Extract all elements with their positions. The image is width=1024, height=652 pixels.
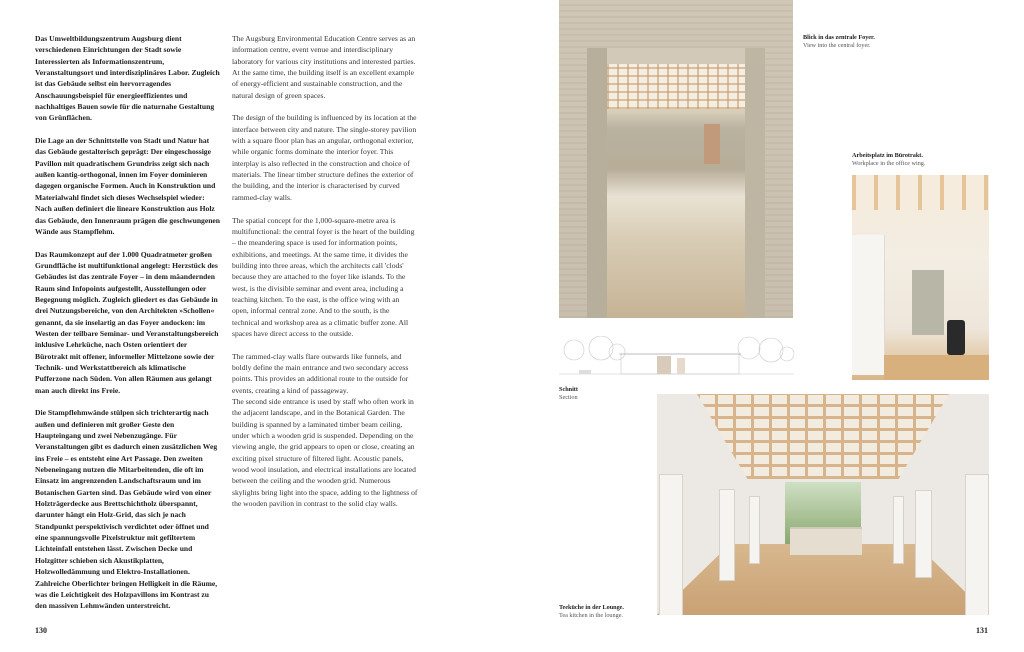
english-paragraph: The rammed-clay walls flare outwards like funnels, and boldly define the main entrance and two secondary access points. This provides an additional route to the outside for events, creating a kind of passageway. [232,351,409,395]
caption-de: Arbeitsplatz im Bürotrakt. [852,152,923,159]
clay-jamb-right [745,48,765,318]
caption-section [559,386,639,402]
clay-wall [912,270,944,335]
floor [884,355,989,380]
german-paragraph: Das Umweltbildungszentrum Augsburg dient verschiedenen Einrichtungen der Stadt sowie Interessierten als Informationszentrum, Veranstaltungsort und interdisziplinäres Labor. Zugleich ist das Gebäude selbst ein hervorragendes Anschauungsbeispiel für energieeffizientes und nachhaltiges Bauen sowie für die naturnahe Gestaltung von Grünflächen. [35,34,220,123]
door [893,496,904,564]
office-chair [947,320,965,355]
caption-foyer [803,34,923,50]
page-number-left: 130 [35,626,47,635]
clay-jamb-left [587,48,607,318]
kitchen-island [790,527,862,555]
section-drawing-svg [559,336,794,378]
door [659,474,683,615]
caption-en: View into the central foyer. [803,42,871,49]
lounge-photo [657,394,989,615]
clay-lintel [587,48,765,64]
german-paragraph: Das Raumkonzept auf der 1.000 Quadratmeter großen Grundfläche ist multifunktional angelegt: Herzstück des Gebäudes ist das zentrale Foyer – in dem mäandernden Raum sind Infopoints aufgestellt, Ausstellungen oder Begegnung möglich. Zugleich gliedert es das Gebäude in drei Nutzungsbereiche, von den Architekten »Schollen« genannt, da sie inselartig an das Foyer andocken: im Westen der teilbare Seminar- und Veranstaltungsbereich inklusive Lehrküche, nach Osten orientiert der Bürotrakt mit offener, informeller Mittelzone sowie der Technik- und Werkstattbereich als klimatische Pufferzone nach Süden. Von allen Räumen aus gelangt man auch direkt ins Freie. [35,249,219,395]
timber-grid-ceiling [607,64,745,109]
timber-grid-ceiling [697,394,949,479]
caption-de: Blick in das zentrale Foyer. [803,34,875,41]
section-drawing [559,336,794,378]
english-text-column [232,33,418,521]
english-paragraph: The design of the building is influenced by its location at the interface between city and nature. The single-storey pavilion with a square floor plan has an angular, orthogonal exterior, while organic forms dominate the interior foyer. This interplay is also reflected in the construction and choice of materials. The linear timber structure defines the exterior of the building, and the interior is characterised by curved rammed-clay walls. [232,113,417,202]
door [719,489,735,581]
caption-office [852,152,989,168]
door [965,474,989,615]
ceiling-beams [852,175,989,210]
caption-en: Workplace in the office wing. [852,160,926,167]
english-paragraph: The Augsburg Environmental Education Centre serves as an information centre, event venue and interdisciplinary laboratory for various city institutions and interested parties. At the same time, the building itself is an excellent example of energy-efficient and sustainable construction, and the natural design of green spaces. [232,34,416,100]
german-paragraph: Die Stampflehmwände stülpen sich trichterartig nach außen und definieren mit großer Geste den Haupteingang und zwei Nebenzugänge. Für Veranstaltungen gibt es dadurch einen zusätzlichen Weg ins Freie – es entsteht eine Art Passage. Den zweiten Nebeneingang nutzen die Mitarbeitenden, die oft im Einsatz im angrenzenden Landschaftsraum und im Botanischen Garten sind. Das Gebäude wird von einer Holzträgerdecke aus Brettschichtholz überspannt, darunter hängt ein Holz-Grid, das sich je nach Standpunkt perspektivisch verdichtet oder öffnet und eine spannungsvolle Pixelstruktur mit gefiltertem Lichteinfall entstehen lässt. Zwischen Decke und Holzgitter schieben sich Akustikplatten, Holzwolledämmung und Elektro-Installationen. Zahlreiche Oberlichter bringen Helligkeit in die Räume, was die Leichtigkeit des Holzpavillons im Kontrast zu den massiven Lehmwänden unterstreicht. [35,408,218,611]
caption-de: Teeküche in der Lounge. [559,604,624,611]
shelving [852,235,885,375]
english-paragraph: The spatial concept for the 1,000-square-metre area is multifunctional: the central foyer is the heart of the building – the meandering space is used for information points, exhibitions, and meetings. At the same time, it divides the building into three areas, which the architects call 'clods' because they are attached to the foyer like islands. To the west, is the divisible seminar and event area, including a teaching kitchen. To the east, is the office wing with an open, informal central zone. And to the south, is the technical and workshop area as a climatic buffer zone. All spaces have direct access to the outside. [232,215,415,338]
german-paragraph: Die Lage an der Schnittstelle von Stadt und Natur hat das Gebäude gestalterisch geprägt: Der eingeschossige Pavillon mit quadratischem Grundriss zeigt sich nach außen kantig-orthogonal, innen im Foyer dominieren dagegen organische Formen. Auch in Konstruktion und Materialwahl findet sich dieses Wechselspiel wieder: Nach außen definiert die lineare Konstruktion aus Holz das Gebäude, den Innenraum prägen die geschwungenen Wände aus Stampflehm. [35,136,221,236]
caption-en: Tea kitchen in the lounge. [559,612,623,619]
english-paragraph: The second side entrance is used by staff who often work in the adjacent landscape, and in the Botanical Garden. The building is spanned by a laminated timber beam ceiling, under which a wooden grid is suspended. Depending on the viewing angle, the grid appears to open or close, creating an exciting pixel structure of filtered light. Acoustic panels, wood wool insulation, and electrical installations are located between the ceiling and the wooden grid. Numerous skylights bring light into the space, adding to the lightness of the wooden pavilion in contrast to the solid clay walls. [232,397,418,509]
door [749,496,760,564]
interior-door [704,124,720,164]
german-text-column [35,33,221,623]
office-photo [852,175,989,380]
caption-lounge [559,604,654,620]
caption-de: Schnitt [559,386,578,393]
page-number-right: 131 [976,626,988,635]
door [915,490,932,578]
foyer-photo [559,0,793,318]
caption-en: Section [559,394,578,401]
